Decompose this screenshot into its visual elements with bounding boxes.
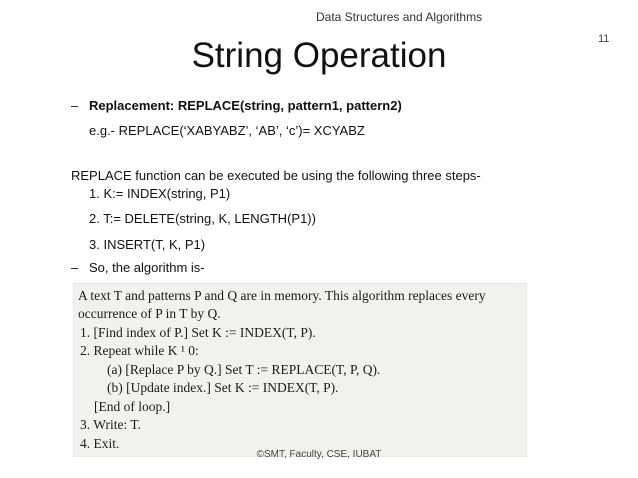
slide-title: String Operation — [191, 36, 447, 75]
algorithm-line: 1. [Find index of P.] Set K := INDEX(T, P). — [80, 325, 316, 340]
replacement-example: e.g.- REPLACE(‘XABYABZ’, ‘AB’, ‘c’)= XCYABZ — [89, 123, 365, 138]
algorithm-line: (a) [Replace P by Q.] Set T := REPLACE(T, P, Q). — [107, 362, 381, 377]
algorithm-line: 3. Write: T. — [80, 417, 141, 432]
course-header: Data Structures and Algorithms — [316, 10, 483, 24]
algorithm-intro: So, the algorithm is- — [89, 260, 205, 275]
algorithm-line: (b) [Update index.] Set K := INDEX(T, P). — [107, 380, 339, 395]
algorithm-bullet — [71, 259, 205, 277]
step-3: 3. INSERT(T, K, P1) — [89, 237, 206, 252]
replacement-bullet — [71, 97, 402, 115]
algorithm-image — [73, 283, 527, 457]
intro-text: REPLACE function can be executed be using the following three steps- — [71, 168, 481, 183]
footer: ©SMT, Faculty, CSE, IUBAT — [256, 449, 382, 460]
replacement-heading: Replacement: REPLACE(string, pattern1, pattern2) — [89, 98, 402, 113]
bullet-dash: – — [71, 260, 79, 275]
algorithm-line: A text T and patterns P and Q are in memory. This algorithm replaces every — [78, 288, 486, 303]
step-2: 2. T:= DELETE(string, K, LENGTH(P1)) — [89, 211, 316, 226]
bullet-dash: – — [71, 98, 79, 113]
algorithm-line: 2. Repeat while K ¹ 0: — [80, 343, 199, 358]
algorithm-line: occurrence of P in T by Q. — [78, 306, 221, 321]
algorithm-line: 4. Exit. — [80, 436, 120, 451]
step-1: 1. K:= INDEX(string, P1) — [89, 186, 231, 201]
page-number: 11 — [598, 33, 610, 45]
algorithm-line: [End of loop.] — [94, 399, 171, 414]
